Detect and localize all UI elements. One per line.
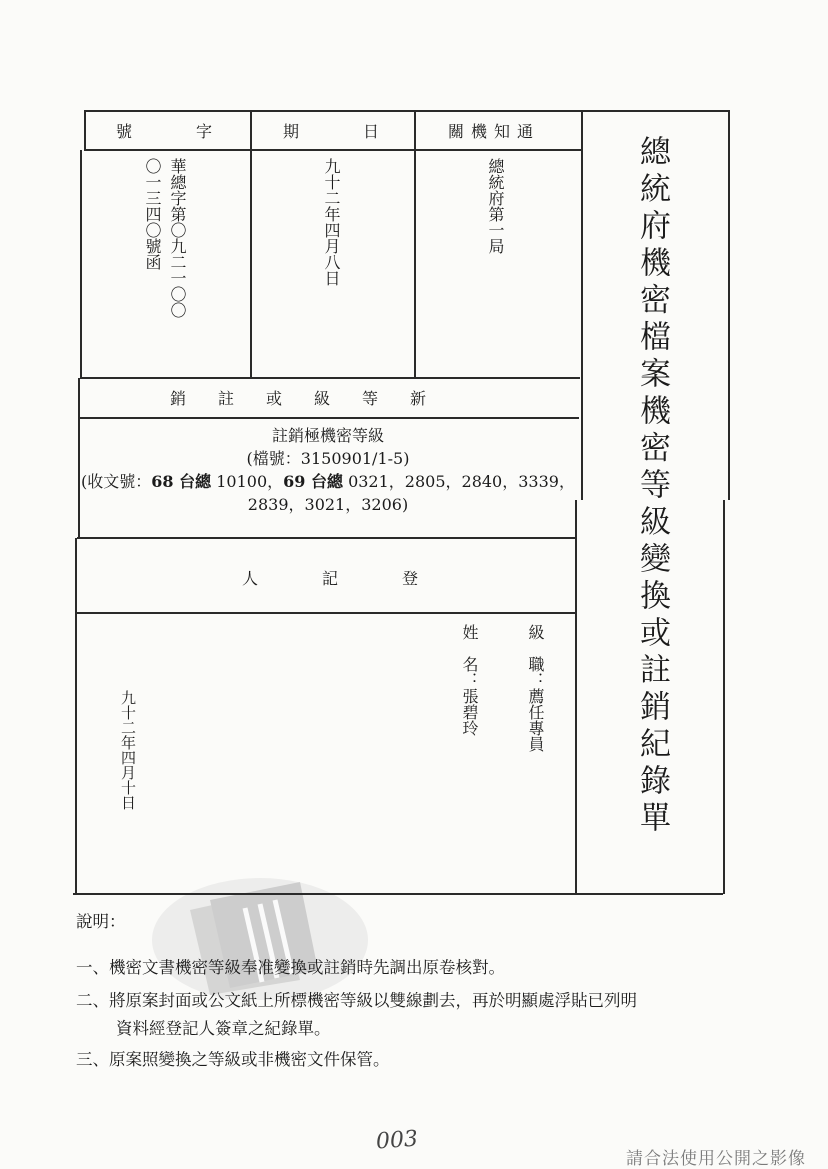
notified-agency: 總統府第一局: [486, 158, 505, 254]
revoke-statement: 註銷極機密等級: [271, 426, 384, 445]
date-header: 期 日: [283, 122, 380, 141]
archive-watermark-logo: [150, 870, 370, 1000]
note-item-2-cont: 資料經登記人簽章之紀錄單。: [116, 1019, 331, 1038]
registrar-header: 人 記 登: [242, 569, 419, 588]
receipt-numbers: (收文號：68 台總 10100，69 台總 0321，2805，2840，3339，: [81, 472, 575, 491]
registration-date: 九十二年四月十日: [119, 690, 137, 810]
footer-notice: 請合法使用公開之影像: [626, 1149, 806, 1169]
notes-heading: 說明：: [76, 912, 126, 931]
note-item-3: 三、原案照變換之等級或非機密文件保管。: [76, 1050, 390, 1069]
document-number-col1: 華總字第〇九二一〇〇: [168, 158, 187, 318]
file-number: (檔號：3150901/1-5): [246, 449, 410, 468]
form-title: 總統府機密檔案機密等級變換或註銷紀錄單: [634, 135, 670, 838]
receipt-numbers-cont: 2839，3021，3206): [247, 495, 409, 514]
registrar-rank: 級 職：薦任專員: [526, 624, 545, 752]
document-number-col2: 〇一三四〇號函: [143, 158, 162, 270]
note-item-1: 一、機密文書機密等級奉准變換或註銷時先調出原卷核對。: [76, 958, 505, 977]
number-header: 號 字: [116, 122, 213, 141]
change-details: [78, 424, 578, 516]
document-date: 九十二年四月八日: [322, 158, 341, 286]
note-item-2: 二、將原案封面或公文紙上所標機密等級以雙線劃去，再於明顯處浮貼已列明: [76, 991, 637, 1010]
agency-header: 關機知通: [448, 122, 541, 141]
change-or-revoke-header: 銷 註 或 級 等 新: [170, 389, 427, 408]
page-number: 003: [375, 1126, 419, 1155]
registrar-name: 姓 名：張碧玲: [460, 624, 479, 736]
